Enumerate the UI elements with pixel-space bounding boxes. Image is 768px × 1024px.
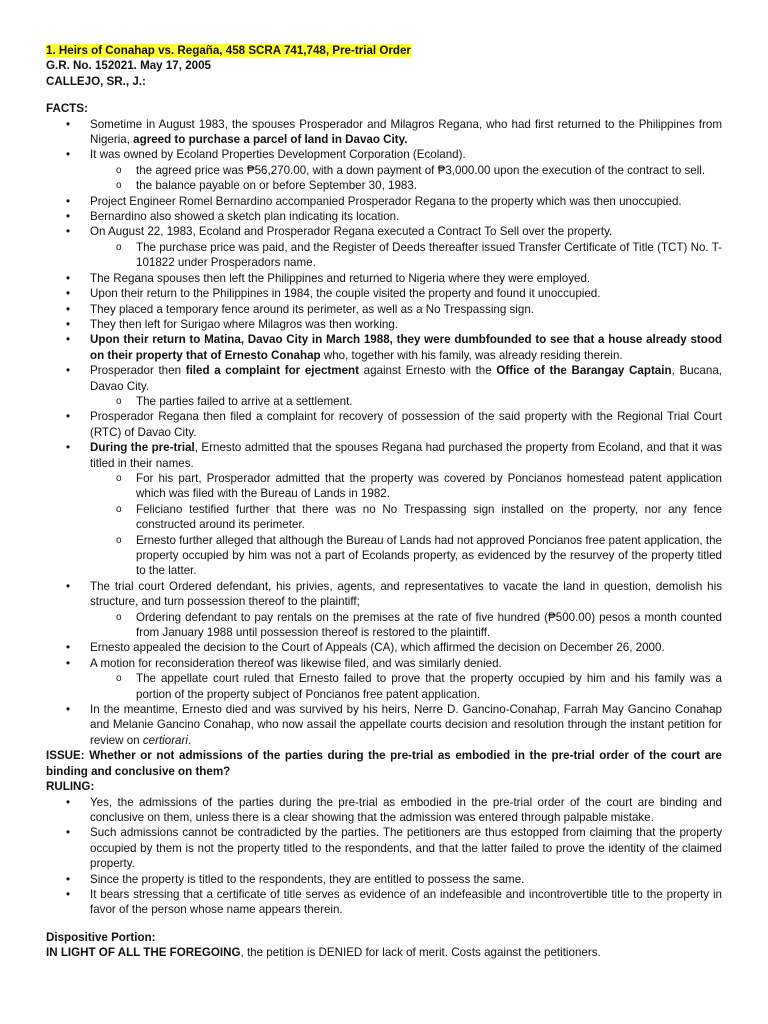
list-item: • They placed a temporary fence around its perimeter, as well as a No Trespassing sign. (46, 302, 722, 317)
list-item: • It bears stressing that a certificate of title serves as evidence of an indefeasible and incontrovertible title to the property in favor of the person whose name appears therein. (46, 887, 722, 918)
sub-list-item: o Feliciano testified further that there was no No Trespassing sign installed on the property, nor any fence constructed around its perimeter. (114, 502, 722, 533)
ponente: CALLEJO, SR., J.: (46, 74, 146, 88)
list-item: • Ernesto appealed the decision to the Court of Appeals (CA), which affirmed the decision on December 26, 2000. (46, 640, 722, 655)
sub-list-item: o the agreed price was ₱56,270.00, with a down payment of ₱3,000.00 upon the execution of the contract to sell. (114, 163, 722, 178)
sub-list (90, 671, 722, 702)
sub-list (90, 471, 722, 579)
list-item: • In the meantime, Ernesto died and was survived by his heirs, Nerre D. Gancino-Conahap, Farrah May Gancino Conahap and Melanie Gancino Conahap, who now assail the appellate courts decision and resolution through the instant petition for review on certiorari. (46, 702, 722, 748)
sub-list (90, 610, 722, 641)
sub-list (90, 163, 722, 194)
ruling-heading: RULING: (46, 780, 95, 794)
list-item: • The Regana spouses then left the Philippines and returned to Nigeria where they were employed. (46, 271, 722, 286)
list-item: • Project Engineer Romel Bernardino accompanied Prosperador Regana to the property which was then unoccupied. (46, 194, 722, 209)
sub-list-item: o For his part, Prosperador admitted that the property was covered by Poncianos homestead patent application which was filed with the Bureau of Lands in 1982. (114, 471, 722, 502)
gr-number: G.R. No. 152021. May 17, 2005 (46, 59, 211, 73)
sub-list-item: o Ernesto further alleged that although the Bureau of Lands had not approved Poncianos free patent application, the property occupied by him was not a part of Ecolands property, as evidenced by the resurvey of the property titled to the latter. (114, 533, 722, 579)
sub-list (90, 394, 722, 409)
facts-list (46, 117, 722, 749)
dispositive-heading: Dispositive Portion: (46, 930, 156, 944)
list-item: • A motion for reconsideration thereof was likewise filed, and was similarly denied. o The appellate court ruled that Ernesto failed to prove that the property occupied by him and his family was a portion of the property subject of Poncianos free patent application. (46, 656, 722, 702)
list-item: • On August 22, 1983, Ecoland and Prosperador Regana executed a Contract To Sell over the property. o The purchase price was paid, and the Register of Deeds thereafter issued Transfer Certificate of Title (TCT) No. T-101822 under Prosperadors name. (46, 224, 722, 270)
list-item: • During the pre-trial, Ernesto admitted that the spouses Regana had purchased the property from Ecoland, and that it was titled in their names. o For his part, Prosperador admitted that the property was covered by Poncianos homestead patent application which was filed with the Bureau of Lands in 1982. o Feliciano testified further that there was no No Trespassing sign installed on the property, nor any fence constructed around its perimeter. o Ernesto further alleged that although the Bureau of Lands had not approved Poncianos free patent application, the property occupied by him was not a part of Ecolands property, as evidenced by the resurvey of the property titled to the latter. (46, 440, 722, 579)
list-item: • Such admissions cannot be contradicted by the parties. The petitioners are thus estopped from claiming that the property occupied by them is not the property titled to the respondents, and that the latter failed to prove the identity of the claimed property. (46, 825, 722, 871)
list-item: • They then left for Surigao where Milagros was then working. (46, 317, 722, 332)
list-item: • The trial court Ordered defendant, his privies, agents, and representatives to vacate the land in question, demolish his structure, and turn possession thereof to the plaintiff; o Ordering defendant to pay rentals on the premises at the rate of five hundred (₱500.00) pesos a month counted from January 1988 until possession thereof is restored to the plaintiff. (46, 579, 722, 641)
dispositive-text: IN LIGHT OF ALL THE FOREGOING, the petition is DENIED for lack of merit. Costs against the petitioners. (46, 946, 601, 960)
case-title-highlight: 1. Heirs of Conahap vs. Regaña, 458 SCRA 741,748, Pre-trial Order (46, 44, 411, 57)
ruling-list (46, 795, 722, 918)
sub-list (90, 240, 722, 271)
sub-list-item: o The appellate court ruled that Ernesto failed to prove that the property occupied by him and his family was a portion of the property subject of Poncianos free patent application. (114, 671, 722, 702)
list-item: • Bernardino also showed a sketch plan indicating its location. (46, 209, 722, 224)
list-item: • Prosperador Regana then filed a complaint for recovery of possession of the said property with the Regional Trial Court (RTC) of Davao City. (46, 409, 722, 440)
list-item: • Since the property is titled to the respondents, they are entitled to possess the same. (46, 872, 722, 887)
facts-heading: FACTS: (46, 102, 88, 116)
list-item: • Upon their return to the Philippines in 1984, the couple visited the property and found it unoccupied. (46, 286, 722, 301)
case-title (46, 43, 722, 58)
list-item: • It was owned by Ecoland Properties Development Corporation (Ecoland). o the agreed price was ₱56,270.00, with a down payment of ₱3,000.00 upon the execution of the contract to sell. o the balance payable on or before September 30, 1983. (46, 147, 722, 193)
sub-list-item: o Ordering defendant to pay rentals on the premises at the rate of five hundred (₱500.00) pesos a month counted from January 1988 until possession thereof is restored to the plaintiff. (114, 610, 722, 641)
spacer (46, 918, 722, 930)
sub-list-item: o the balance payable on or before September 30, 1983. (114, 178, 722, 193)
sub-list-item: o The purchase price was paid, and the Register of Deeds thereafter issued Transfer Certificate of Title (TCT) No. T-101822 under Prosperadors name. (114, 240, 722, 271)
issue-statement: ISSUE: Whether or not admissions of the parties during the pre-trial as embodied in the pre-trial order of the court are binding and conclusive on them? (46, 749, 722, 778)
list-item: • Upon their return to Matina, Davao City in March 1988, they were dumbfounded to see that a house already stood on their property that of Ernesto Conahap who, together with his family, was already residing therein. (46, 332, 722, 363)
list-item: • Sometime in August 1983, the spouses Prosperador and Milagros Regana, who had first returned to the Philippines from Nigeria, agreed to purchase a parcel of land in Davao City. (46, 117, 722, 148)
sub-list-item: o The parties failed to arrive at a settlement. (114, 394, 722, 409)
list-item: • Yes, the admissions of the parties during the pre-trial as embodied in the pre-trial order of the court are binding and conclusive on them, unless there is a clear showing that the admission was entered through palpable mistake. (46, 795, 722, 826)
list-item: • Prosperador then filed a complaint for ejectment against Ernesto with the Office of the Barangay Captain, Bucana, Davao City. o The parties failed to arrive at a settlement. (46, 363, 722, 409)
